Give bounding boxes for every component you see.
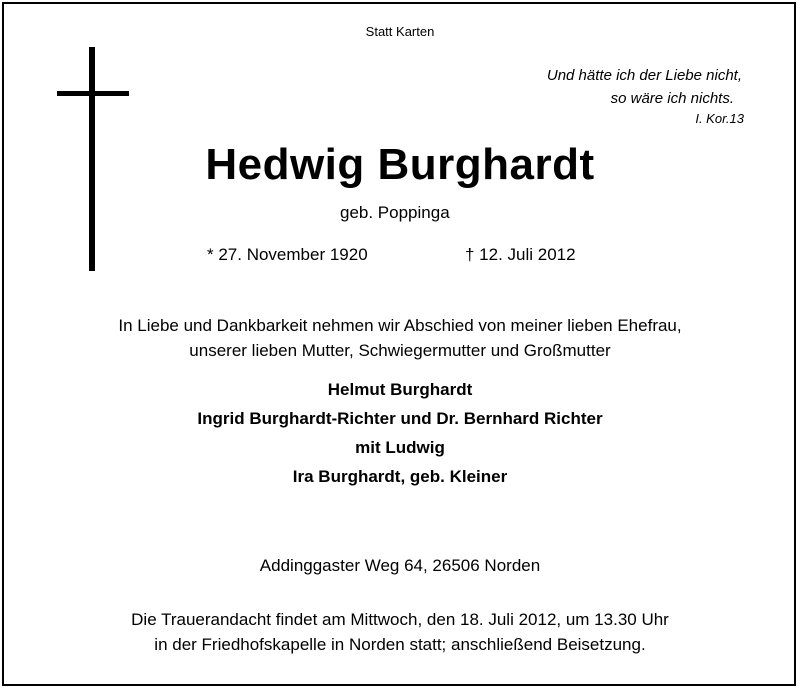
address: Addinggaster Weg 64, 26506 Norden [259,556,541,575]
service-info-line-2: in der Friedhofskapelle in Norden statt; anschließend Beisetzung. [154,635,646,654]
death-date: † 12. Juli 2012 [465,245,576,264]
birth-date: * 27. November 1920 [207,245,368,264]
quote-source: I. Kor.13 [695,111,744,126]
quote-line-2: so wäre ich nichts. [610,90,734,107]
family-member: mit Ludwig [355,438,445,457]
farewell-text-line-1: In Liebe und Dankbarkeit nehmen wir Abschied von meiner lieben Ehefrau, [118,316,682,335]
service-info-line-1: Die Trauerandacht findet am Mittwoch, den 18. Juli 2012, um 13.30 Uhr [131,610,669,629]
family-member: Helmut Burghardt [327,380,473,399]
farewell-text-line-2: unserer lieben Mutter, Schwiegermutter und Großmutter [189,341,611,360]
cross-horizontal-bar [57,91,129,96]
maiden-name: geb. Poppinga [340,203,450,222]
family-member: Ira Burghardt, geb. Kleiner [292,467,508,486]
deceased-name: Hedwig Burghardt [205,140,595,189]
family-member: Ingrid Burghardt-Richter und Dr. Bernhard Richter [197,409,603,428]
quote-line-1: Und hätte ich der Liebe nicht, [546,67,742,84]
header-text: Statt Karten [365,24,435,39]
